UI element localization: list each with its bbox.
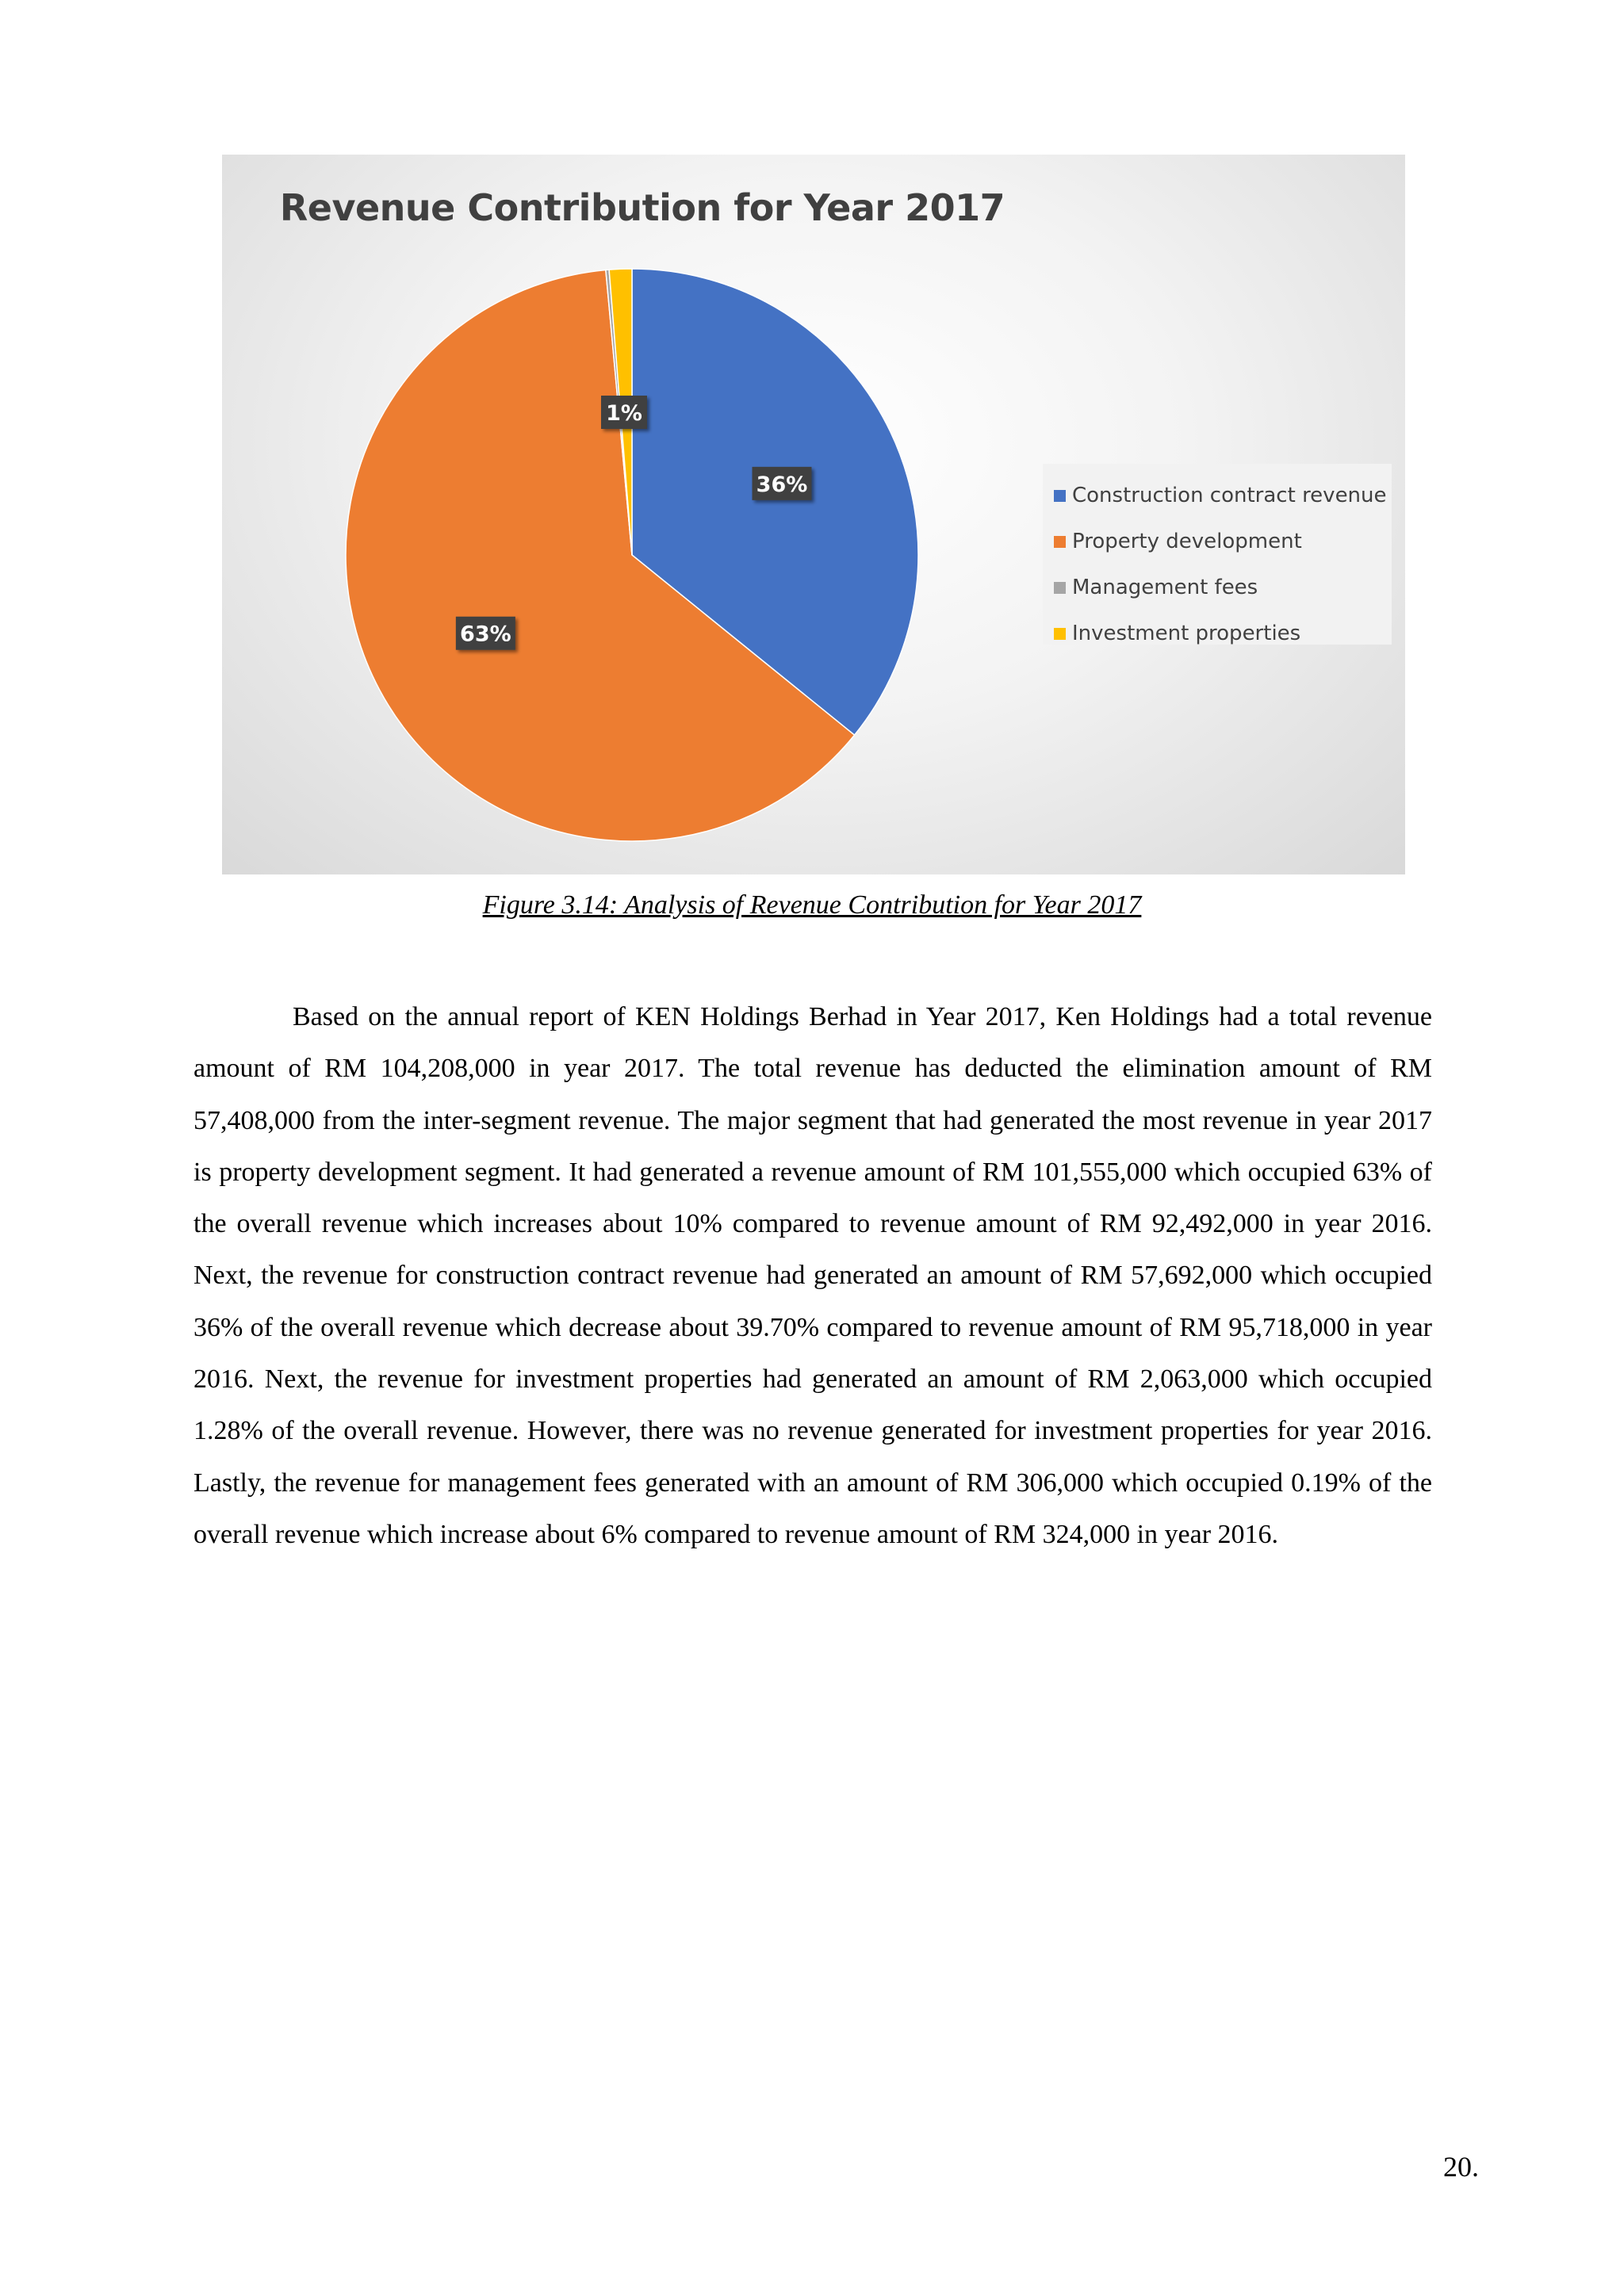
body-paragraph: Based on the annual report of KEN Holdings Berhad in Year 2017, Ken Holdings had a total revenue amount of RM 104,208,000 in year 2017. The total revenue has deducted the elimination amount of RM 57,408,000 from the inter-segment revenue. The major segment that had generated the most revenue in year 2017 is property development segment. It had generated a revenue amount of RM 101,555,000 which occupied 63% of the overall revenue which increases about 10% compared to revenue amount of RM 92,492,000 in year 2016. Next, the revenue for construction contract revenue had generated an amount of RM 57,692,000 which occupied 36% of the overall revenue which decrease about 39.70% compared to revenue amount of RM 95,718,000 in year 2016. Next, the revenue for investment properties had generated an amount of RM 2,063,000 which occupied 1.28% of the overall revenue. However, there was no revenue generated for investment properties for year 2016. Lastly, the revenue for management fees generated with an amount of RM 306,000 which occupied 0.19% of the overall revenue which increase about 6% compared to revenue amount of RM 324,000 in year 2016. [193, 1002, 1432, 1549]
legend-item-property-development [1054, 527, 1302, 556]
pie-data-label-investment-properties [601, 396, 647, 429]
svg-text:1%: 1% [606, 401, 642, 426]
legend-label: Property development [1072, 530, 1302, 553]
svg-text:63%: 63% [460, 622, 511, 647]
legend-label: Investment properties [1072, 622, 1301, 645]
legend-item-construction-contract-revenue [1054, 481, 1387, 510]
legend-item-management-fees [1054, 573, 1258, 602]
chart-legend [1043, 464, 1392, 645]
pie-data-label-property-development [456, 617, 515, 650]
pie-data-label-construction-contract-revenue [752, 467, 811, 500]
chart-title: Revenue Contribution for Year 2017 [279, 186, 1005, 229]
figure-caption: Figure 3.14: Analysis of Revenue Contribution for Year 2017 [482, 890, 1142, 920]
legend-swatch [1054, 582, 1066, 594]
legend-swatch [1054, 490, 1066, 502]
pie-chart [222, 155, 1405, 874]
legend-swatch [1054, 628, 1066, 640]
legend-item-investment-properties [1054, 619, 1300, 648]
svg-text:36%: 36% [756, 472, 808, 497]
page-number: 20. [1443, 2151, 1479, 2183]
legend-swatch [1054, 536, 1066, 548]
legend-label: Management fees [1072, 576, 1258, 599]
legend-label: Construction contract revenue [1072, 484, 1387, 507]
